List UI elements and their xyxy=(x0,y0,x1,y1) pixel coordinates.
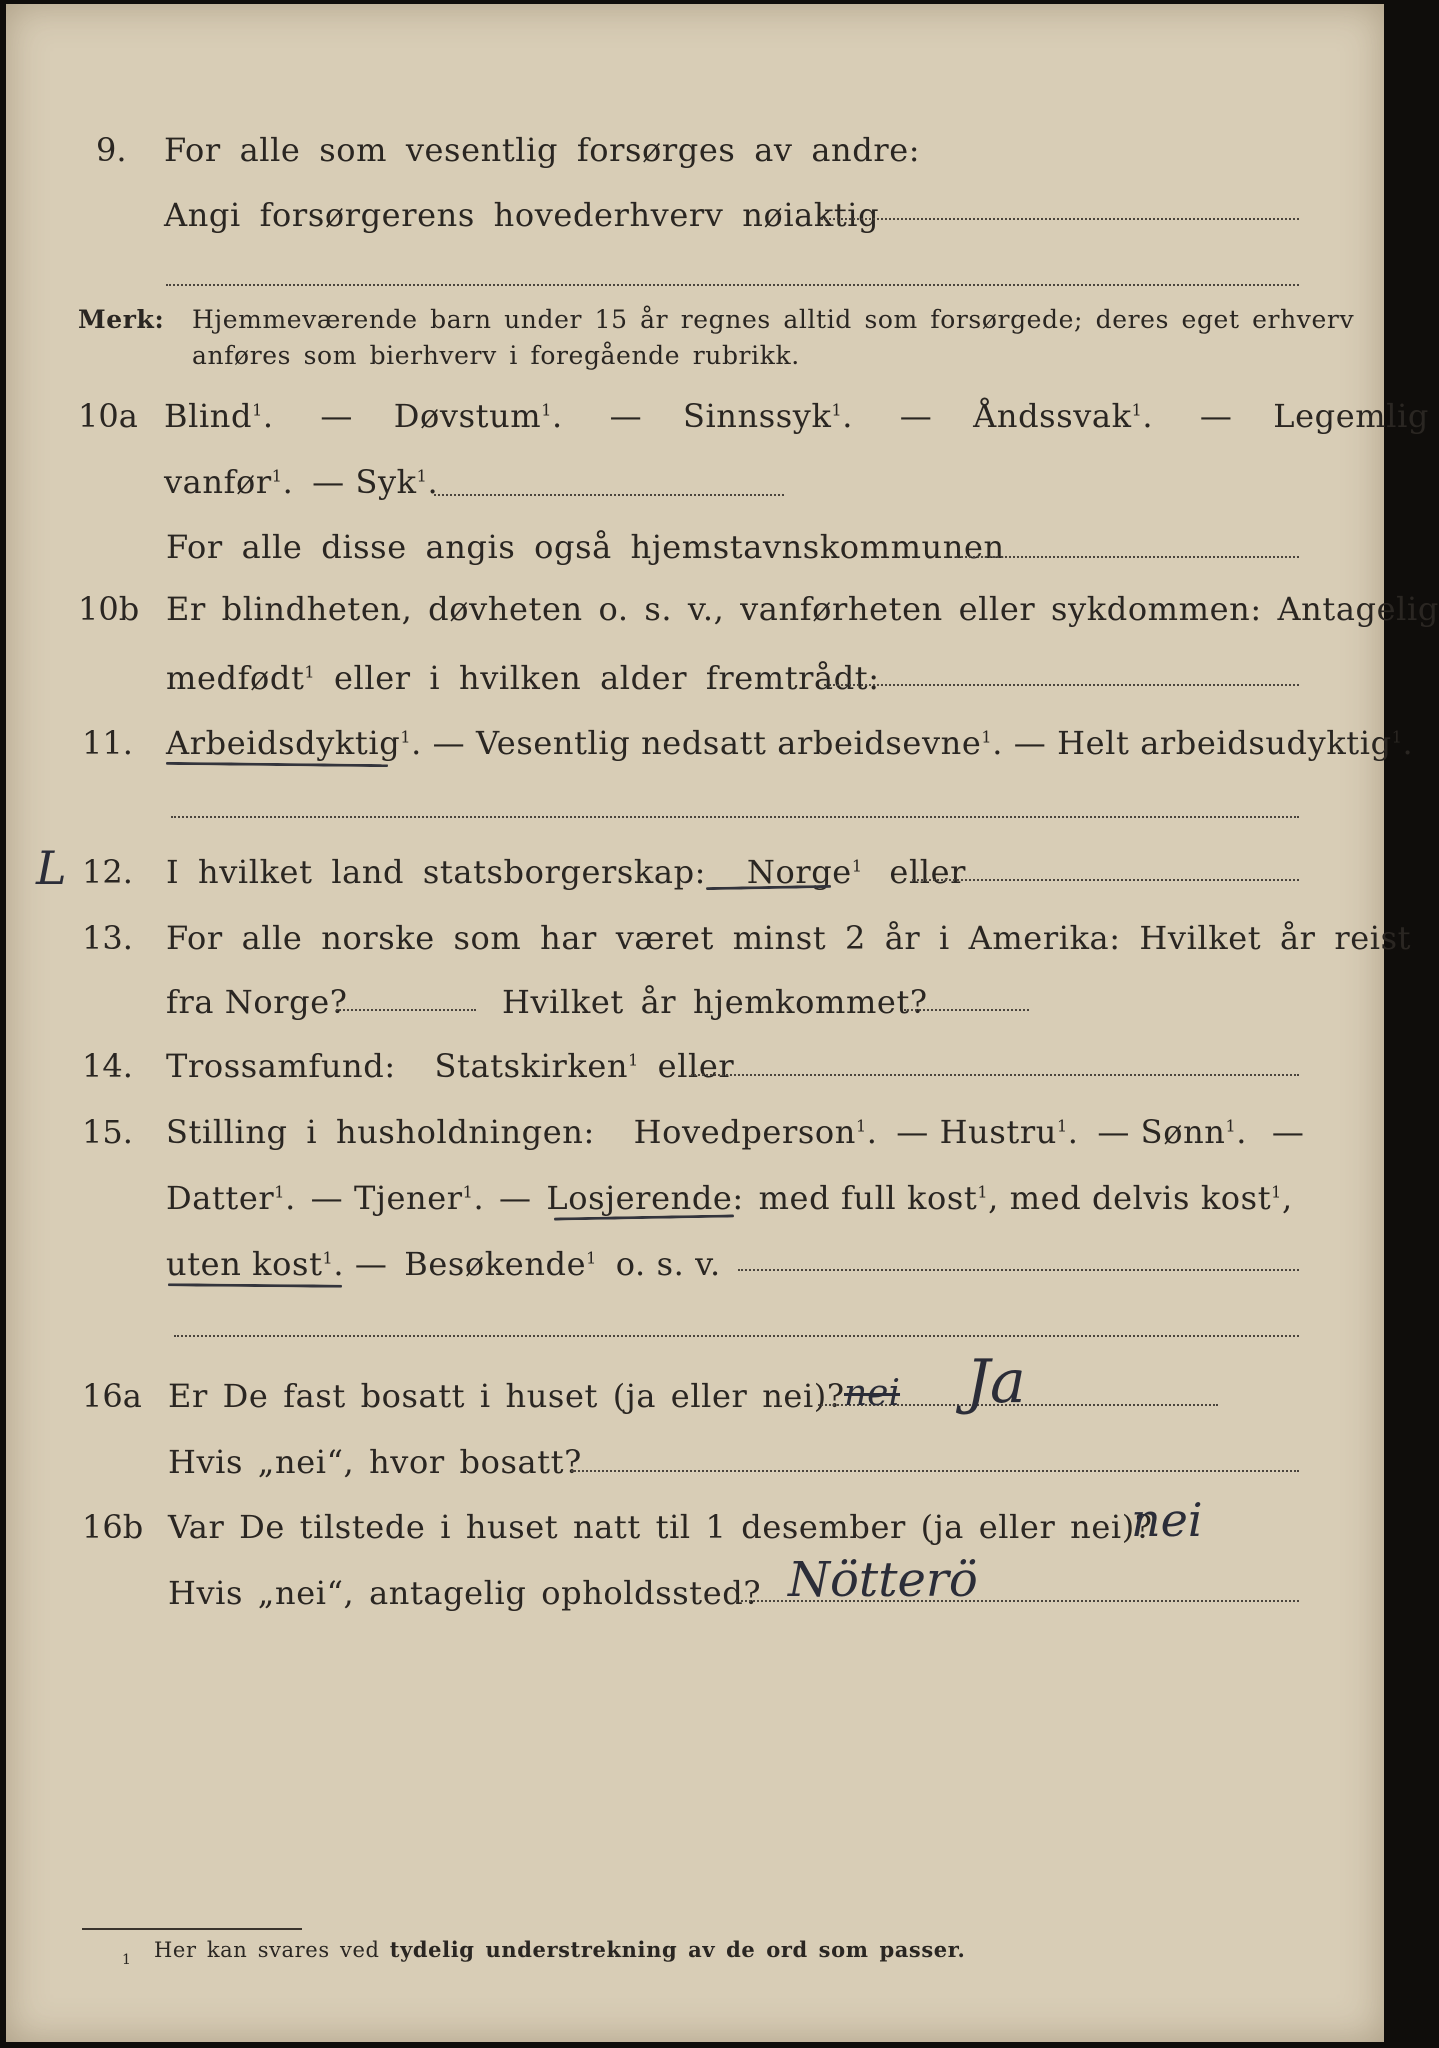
q12-answer-field[interactable] xyxy=(912,879,1299,881)
note-label: Merk: xyxy=(78,305,165,334)
q14-line: Trossamfund: Statskirken$^1$ eller xyxy=(166,1047,735,1085)
q14-answer-field[interactable] xyxy=(691,1074,1299,1076)
opt-syk: — Syk xyxy=(312,463,417,501)
q10a-syk-field[interactable] xyxy=(434,494,784,496)
q14-number: 14. xyxy=(82,1047,133,1085)
q13-reist-field[interactable] xyxy=(336,1009,476,1011)
q13-line1: For alle norske som har været minst 2 år i Amerika: Hvilket år reist xyxy=(166,919,1412,957)
q9-line1: For alle som vesentlig forsørges av andre: xyxy=(164,131,921,169)
opt-besokende: Besøkende xyxy=(404,1245,587,1283)
q16b-number: 16b xyxy=(82,1508,144,1546)
q16a-line1: Er De fast bosatt i huset (ja eller nei)? xyxy=(168,1377,845,1415)
opt-uten-kost: uten kost xyxy=(166,1245,323,1283)
q9-extra-field[interactable] xyxy=(166,284,1299,286)
q9-number: 9. xyxy=(96,131,127,169)
q10b-number: 10b xyxy=(78,590,140,628)
q16a-line2: Hvis „nei“, hvor bosatt? xyxy=(168,1443,582,1481)
q12-line: I hvilket land statsborgerskap: Norge$^1$ eller xyxy=(166,853,967,891)
opt-datter: Datter xyxy=(166,1179,275,1217)
margin-check-mark: L xyxy=(36,841,67,895)
q15-line2: Datter$^1$. — Tjener$^1$. — Losjerende: med full kost$^1$, med delvis kost$^1$, xyxy=(166,1179,1293,1217)
q13-line2b: Hvilket år hjemkommet? xyxy=(502,983,928,1021)
opt-losjerende: Losjerende: xyxy=(546,1179,744,1217)
q10a-line1: Blind$^1$. — Døvstum$^1$. — Sinnssyk$^1$. — Åndssvak$^1$. — Legemlig xyxy=(164,397,1430,435)
footnote-marker: 1 xyxy=(122,1952,132,1968)
q15-line1: Stilling i husholdningen: Hovedperson$^1$. — Hustru$^1$. — Sønn$^1$. — xyxy=(166,1113,1305,1151)
q15-underline-uten-kost xyxy=(168,1283,342,1288)
q10b-answer-field[interactable] xyxy=(824,684,1299,686)
q9-answer-field[interactable] xyxy=(821,218,1299,220)
footnote-rule xyxy=(82,1928,302,1930)
q16a-handwritten-answer: Ja xyxy=(966,1347,1026,1417)
q9-line2: Angi forsørgerens hovederhverv nøiaktig xyxy=(164,196,880,234)
opt-sinnssyk: Sinnssyk xyxy=(682,397,832,435)
opt-hovedperson: Hovedperson xyxy=(633,1113,856,1151)
q11-extra-field[interactable] xyxy=(171,816,1299,818)
q16b-handwritten-answer1: nei xyxy=(1131,1493,1203,1547)
note-line1: Hjemmeværende barn under 15 år regnes alltid som forsørgede; deres eget erhverv xyxy=(192,305,1355,334)
opt-blind: Blind xyxy=(164,397,253,435)
census-form-page xyxy=(6,4,1439,2042)
opt-statskirken: Statskirken xyxy=(434,1047,629,1085)
opt-sonn: — Sønn xyxy=(1097,1113,1226,1151)
opt-full-kost: med full kost xyxy=(758,1179,978,1217)
q10a-hjemstavn-field[interactable] xyxy=(956,556,1299,558)
q16a-struck-answer: nei xyxy=(844,1373,901,1414)
q12-number: 12. xyxy=(82,853,133,891)
opt-tjener: — Tjener xyxy=(310,1179,463,1217)
q16b-line1: Var De tilstede i huset natt til 1 desember (ja eller nei)? xyxy=(168,1508,1153,1546)
opt-andssvak: Åndssvak xyxy=(973,397,1132,435)
opt-delvis-kost: , med delvis kost xyxy=(988,1179,1272,1217)
q16a-bosatt-field[interactable] xyxy=(571,1470,1299,1472)
opt-norge: Norge xyxy=(746,853,852,891)
q10a-number: 10a xyxy=(78,397,138,435)
q10b-line1: Er blindheten, døvheten o. s. v., vanførheten eller sykdommen: Antagelig xyxy=(166,590,1439,628)
q15-number: 15. xyxy=(82,1113,133,1151)
footnote-text: Her kan svares ved tydelig understrekning av de ord som passer. xyxy=(154,1937,966,1962)
q15-answer-field[interactable] xyxy=(738,1269,1299,1271)
q11-number: 11. xyxy=(82,724,133,762)
q16b-handwritten-answer2: Nötterö xyxy=(788,1552,978,1608)
note-line2: anføres som bierhverv i foregående rubrikk. xyxy=(192,341,800,370)
q15-extra-field[interactable] xyxy=(174,1335,1299,1337)
opt-vanfor: vanfør xyxy=(164,463,272,501)
q15-line3: uten kost$^1$. — Besøkende$^1$ o. s. v. xyxy=(166,1245,721,1283)
q13-line2a: fra Norge? xyxy=(166,983,348,1021)
opt-hustru: — Hustru xyxy=(896,1113,1057,1151)
opt-arbeidsdyktig: Arbeidsdyktig xyxy=(166,724,401,762)
q10a-line2: vanfør$^1$. — Syk$^1$. xyxy=(164,463,439,501)
q13-hjemkommet-field[interactable] xyxy=(904,1009,1029,1011)
opt-legemlig: Legemlig xyxy=(1273,397,1430,435)
q16b-line2: Hvis „nei“, antagelig opholdssted? xyxy=(168,1574,762,1612)
q11-line: Arbeidsdyktig$^1$. — Vesentlig nedsatt arbeidsevne$^1$. — Helt arbeidsudyktig$^1$. xyxy=(166,724,1414,762)
q10a-line3: For alle disse angis også hjemstavnskommunen xyxy=(166,528,1005,566)
q13-number: 13. xyxy=(82,919,133,957)
opt-dovstum: Døvstum xyxy=(393,397,542,435)
q16a-number: 16a xyxy=(82,1377,142,1415)
q10b-line2: medfødt$^1$ eller i hvilken alder fremtrådt: xyxy=(166,659,880,697)
